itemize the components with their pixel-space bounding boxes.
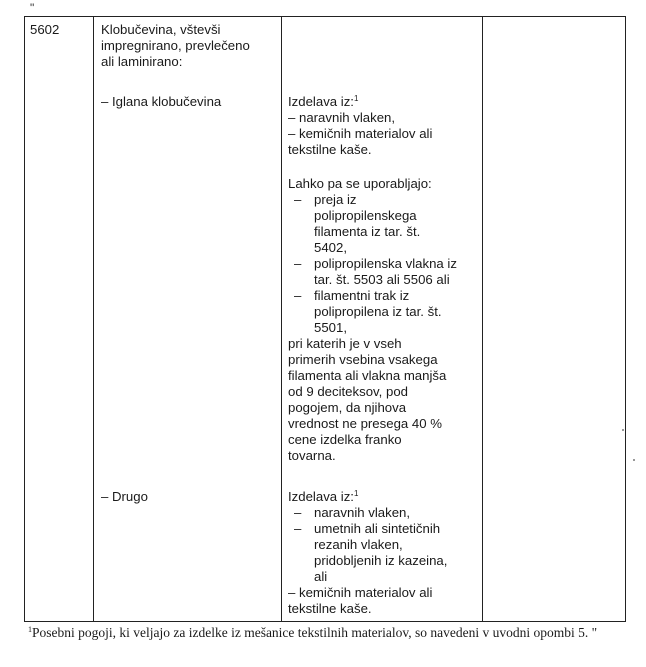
condition-line: cene izdelka franko [288, 432, 402, 447]
rule-item-line: rezanih vlaken, [314, 537, 403, 552]
allowed-item [288, 288, 457, 304]
table-border-left [24, 16, 25, 622]
rule-item-line: umetnih ali sintetičnih [314, 521, 441, 536]
rule-item: tekstilne kaše. [288, 142, 372, 157]
rule-item: – kemičnih materialov ali [288, 126, 433, 141]
allowed-item-line: polipropilenskega [314, 208, 417, 223]
rule-other [288, 489, 447, 617]
rule-intro [288, 489, 447, 505]
table-column-divider-2 [281, 16, 282, 622]
allowed-intro: Lahko pa se uporabljajo: [288, 176, 432, 191]
subheading-other: – Drugo [101, 489, 148, 504]
dash-marker: – [294, 288, 302, 303]
tariff-code: 5602 [30, 22, 60, 37]
rule-item [288, 521, 447, 537]
rule-item [288, 505, 447, 521]
rule-item-line: pridobljenih iz kazeina, [314, 553, 448, 568]
allowed-item-line: 5402, [314, 240, 348, 255]
dash-marker: – [294, 521, 302, 536]
table-column-divider-3 [482, 16, 483, 622]
allowed-item [288, 192, 457, 208]
table-border-top [24, 16, 626, 17]
condition-line: vrednost ne presega 40 % [288, 416, 442, 431]
description-line: impregnirano, prevlečeno [101, 38, 250, 53]
description-line: Klobučevina, vštevši [101, 22, 221, 37]
rule-intro [288, 94, 432, 110]
rule-tail-line: tekstilne kaše. [288, 601, 372, 616]
allowed-item-line: filamenta iz tar. št. [314, 224, 421, 239]
table-border-bottom [24, 621, 626, 622]
allowed-item-line: polipropilenska vlakna iz [314, 256, 457, 271]
footnote-marker: 1 [28, 625, 32, 634]
dash-marker: – [294, 192, 302, 207]
rule-item: – naravnih vlaken, [288, 110, 396, 125]
allowed-item-line: preja iz [314, 192, 357, 207]
allowed-item-line: polipropilena iz tar. št. [314, 304, 442, 319]
footnote [28, 624, 628, 641]
rule-needled-felt [288, 94, 432, 158]
scan-speck [622, 429, 624, 431]
opening-quote-mark: " [30, 1, 35, 15]
dash-marker: – [294, 505, 302, 520]
footnote-text: Posebni pogoji, ki veljajo za izdelke iz mešanice tekstilnih materialov, so navedeni v uvodni opombi 5. " [32, 625, 598, 640]
rule-intro-text: Izdelava iz: [288, 94, 354, 109]
allowed-item-line: 5501, [314, 320, 348, 335]
condition-line: pogojem, da njihova [288, 400, 407, 415]
rule-item-line: naravnih vlaken, [314, 505, 411, 520]
table-column-divider-1 [93, 16, 94, 622]
subheading-needled-felt: – Iglana klobučevina [101, 94, 222, 109]
rule-intro-text: Izdelava iz: [288, 489, 354, 504]
rule-item-line: ali [314, 569, 328, 584]
condition-line: pri katerih je v vseh [288, 336, 402, 351]
condition-line: od 9 deciteksov, pod [288, 384, 408, 399]
condition-line: primerih vsebina vsakega [288, 352, 438, 367]
allowed-item-line: tar. št. 5503 ali 5506 ali [314, 272, 450, 287]
product-description [101, 22, 250, 70]
condition-line: tovarna. [288, 448, 336, 463]
allowed-materials [288, 176, 457, 464]
table-border-right [625, 16, 626, 622]
rule-tail-line: – kemičnih materialov ali [288, 585, 433, 600]
footnote-reference: 1 [353, 94, 359, 103]
description-line: ali laminirano: [101, 54, 183, 69]
allowed-item [288, 256, 457, 272]
allowed-item-line: filamentni trak iz [314, 288, 410, 303]
dash-marker: – [294, 256, 302, 271]
footnote-reference: 1 [353, 489, 359, 498]
scan-speck [633, 459, 635, 461]
condition-line: filamenta ali vlakna manjša [288, 368, 447, 383]
